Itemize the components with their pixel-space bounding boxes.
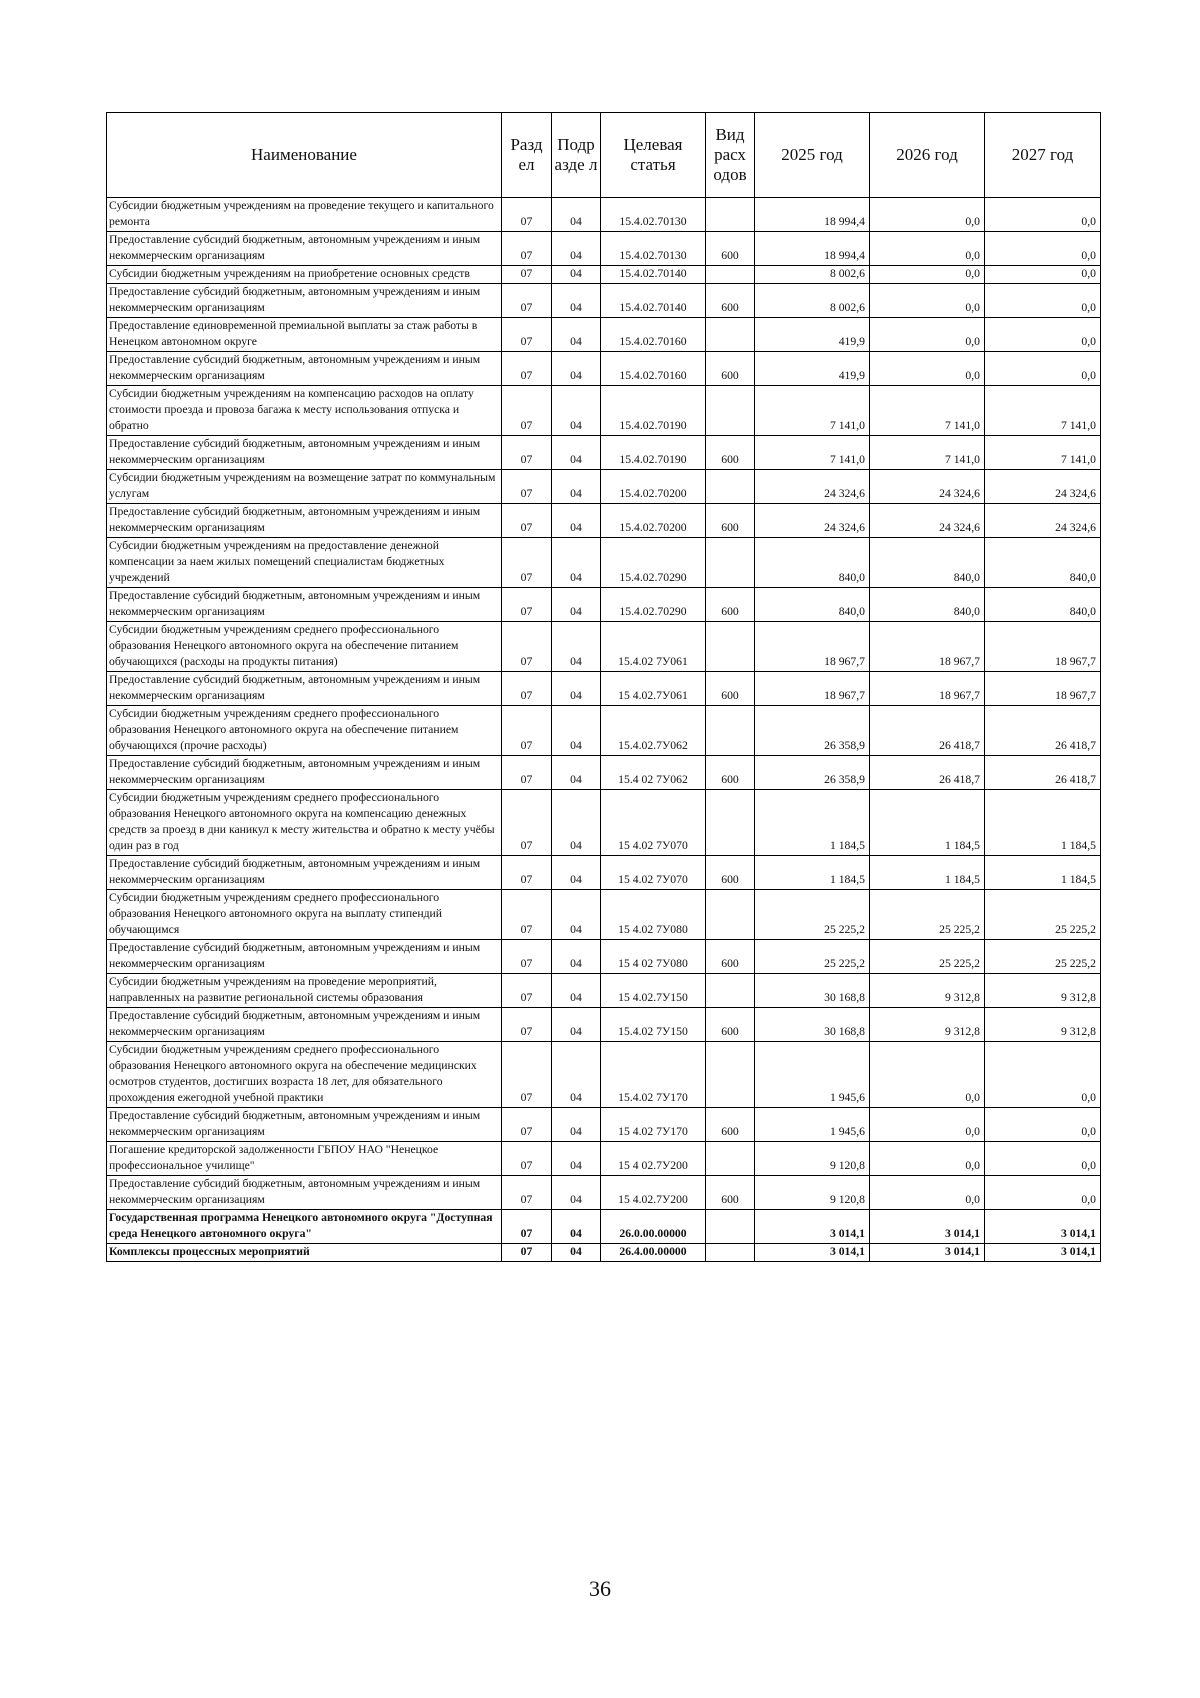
cell-2027: 25 225,2 <box>985 890 1101 940</box>
cell-2026: 0,0 <box>870 198 985 232</box>
cell-2025: 25 225,2 <box>755 890 870 940</box>
cell-2025: 840,0 <box>755 538 870 588</box>
cell-2026: 25 225,2 <box>870 940 985 974</box>
cell-2025: 8 002,6 <box>755 284 870 318</box>
cell-name: Субсидии бюджетным учреждениям на приобретение основных средств <box>107 266 502 284</box>
table-row <box>107 790 1101 856</box>
cell-2025: 24 324,6 <box>755 504 870 538</box>
cell-2025: 8 002,6 <box>755 266 870 284</box>
cell-2025: 26 358,9 <box>755 706 870 756</box>
cell-name: Субсидии бюджетным учреждениям на компенсацию расходов на оплату стоимости проезда и провоза багажа к месту использования отпуска и обратно <box>107 386 502 436</box>
cell-razdel: 07 <box>502 1244 552 1262</box>
cell-razdel: 07 <box>502 352 552 386</box>
table-row <box>107 1176 1101 1210</box>
cell-2025: 18 994,4 <box>755 198 870 232</box>
table-row <box>107 974 1101 1008</box>
cell-2025: 7 141,0 <box>755 436 870 470</box>
cell-target: 15.4.02.7У062 <box>601 706 706 756</box>
cell-target: 15.4 02 7У062 <box>601 756 706 790</box>
cell-2025: 18 994,4 <box>755 232 870 266</box>
cell-vid <box>706 890 755 940</box>
cell-target: 15.4.02.70160 <box>601 318 706 352</box>
cell-2026: 18 967,7 <box>870 672 985 706</box>
cell-target: 15.4.02.70200 <box>601 470 706 504</box>
table-row <box>107 1108 1101 1142</box>
cell-2027: 0,0 <box>985 1108 1101 1142</box>
cell-2026: 7 141,0 <box>870 386 985 436</box>
cell-target: 15 4.02.7У061 <box>601 672 706 706</box>
cell-target: 15.4.02.70160 <box>601 352 706 386</box>
cell-name: Предоставление субсидий бюджетным, автономным учреждениям и иным некоммерческим организациям <box>107 504 502 538</box>
cell-razdel: 07 <box>502 706 552 756</box>
cell-2027: 0,0 <box>985 284 1101 318</box>
cell-razdel: 07 <box>502 756 552 790</box>
cell-podrazdel: 04 <box>552 538 601 588</box>
cell-2026: 0,0 <box>870 1142 985 1176</box>
cell-2027: 3 014,1 <box>985 1244 1101 1262</box>
cell-2026: 0,0 <box>870 352 985 386</box>
cell-name: Субсидии бюджетным учреждениям среднего профессионального образования Ненецкого автономного округа на обеспечение питанием обучающихся (расходы на продукты питания) <box>107 622 502 672</box>
cell-vid: 600 <box>706 940 755 974</box>
cell-name: Комплексы процессных мероприятий <box>107 1244 502 1262</box>
cell-podrazdel: 04 <box>552 622 601 672</box>
cell-vid: 600 <box>706 588 755 622</box>
cell-target: 15 4.02 7У080 <box>601 890 706 940</box>
cell-2027: 0,0 <box>985 1042 1101 1108</box>
cell-name: Предоставление субсидий бюджетным, автономным учреждениям и иным некоммерческим организациям <box>107 672 502 706</box>
cell-razdel: 07 <box>502 1176 552 1210</box>
cell-vid <box>706 386 755 436</box>
cell-2026: 0,0 <box>870 1176 985 1210</box>
cell-2025: 1 184,5 <box>755 790 870 856</box>
cell-2025: 30 168,8 <box>755 974 870 1008</box>
cell-name: Предоставление субсидий бюджетным, автономным учреждениям и иным некоммерческим организациям <box>107 1176 502 1210</box>
cell-razdel: 07 <box>502 266 552 284</box>
table-row <box>107 266 1101 284</box>
cell-podrazdel: 04 <box>552 232 601 266</box>
cell-2026: 7 141,0 <box>870 436 985 470</box>
table-row <box>107 318 1101 352</box>
header-2025: 2025 год <box>755 113 870 198</box>
cell-razdel: 07 <box>502 890 552 940</box>
cell-razdel: 07 <box>502 940 552 974</box>
cell-2027: 0,0 <box>985 352 1101 386</box>
cell-target: 15.4.02.70130 <box>601 198 706 232</box>
cell-podrazdel: 04 <box>552 672 601 706</box>
table-row <box>107 1244 1101 1262</box>
cell-2025: 3 014,1 <box>755 1244 870 1262</box>
cell-razdel: 07 <box>502 790 552 856</box>
cell-vid: 600 <box>706 1108 755 1142</box>
table-row <box>107 198 1101 232</box>
cell-name: Субсидии бюджетным учреждениям на предоставление денежной компенсации за наем жилых помещений специалистам бюджетных учреждений <box>107 538 502 588</box>
cell-target: 26.4.00.00000 <box>601 1244 706 1262</box>
cell-podrazdel: 04 <box>552 890 601 940</box>
header-2027: 2027 год <box>985 113 1101 198</box>
cell-podrazdel: 04 <box>552 1042 601 1108</box>
cell-2025: 1 184,5 <box>755 856 870 890</box>
cell-2027: 0,0 <box>985 318 1101 352</box>
cell-2025: 3 014,1 <box>755 1210 870 1244</box>
cell-2026: 9 312,8 <box>870 974 985 1008</box>
cell-target: 15 4.02 7У170 <box>601 1108 706 1142</box>
table-row <box>107 672 1101 706</box>
cell-2026: 1 184,5 <box>870 790 985 856</box>
cell-razdel: 07 <box>502 622 552 672</box>
cell-name: Предоставление субсидий бюджетным, автономным учреждениям и иным некоммерческим организациям <box>107 1108 502 1142</box>
cell-2027: 18 967,7 <box>985 622 1101 672</box>
table-row <box>107 284 1101 318</box>
table-row <box>107 890 1101 940</box>
cell-name: Предоставление субсидий бюджетным, автономным учреждениям и иным некоммерческим организациям <box>107 588 502 622</box>
cell-2027: 0,0 <box>985 232 1101 266</box>
header-vid: Вид расх одов <box>706 113 755 198</box>
cell-2027: 7 141,0 <box>985 386 1101 436</box>
cell-2025: 419,9 <box>755 318 870 352</box>
cell-target: 15.4.02 7У170 <box>601 1042 706 1108</box>
cell-podrazdel: 04 <box>552 436 601 470</box>
page-number: 36 <box>589 1576 611 1601</box>
cell-razdel: 07 <box>502 588 552 622</box>
header-name: Наименование <box>107 113 502 198</box>
cell-name: Предоставление субсидий бюджетным, автономным учреждениям и иным некоммерческим организациям <box>107 1008 502 1042</box>
cell-name: Субсидии бюджетным учреждениям среднего профессионального образования Ненецкого автономного округа на выплату стипендий обучающимся <box>107 890 502 940</box>
cell-target: 15.4.02 7У061 <box>601 622 706 672</box>
cell-2025: 24 324,6 <box>755 470 870 504</box>
cell-vid: 600 <box>706 284 755 318</box>
cell-vid <box>706 974 755 1008</box>
cell-podrazdel: 04 <box>552 974 601 1008</box>
cell-podrazdel: 04 <box>552 1210 601 1244</box>
cell-podrazdel: 04 <box>552 1176 601 1210</box>
cell-podrazdel: 04 <box>552 1244 601 1262</box>
cell-2026: 24 324,6 <box>870 470 985 504</box>
cell-2026: 18 967,7 <box>870 622 985 672</box>
cell-razdel: 07 <box>502 318 552 352</box>
table-row <box>107 232 1101 266</box>
cell-2025: 840,0 <box>755 588 870 622</box>
cell-2027: 9 312,8 <box>985 1008 1101 1042</box>
cell-podrazdel: 04 <box>552 1142 601 1176</box>
table-header-row <box>107 113 1101 198</box>
cell-podrazdel: 04 <box>552 1108 601 1142</box>
cell-name: Предоставление субсидий бюджетным, автономным учреждениям и иным некоммерческим организациям <box>107 940 502 974</box>
cell-2027: 3 014,1 <box>985 1210 1101 1244</box>
table-row <box>107 538 1101 588</box>
cell-2027: 26 418,7 <box>985 756 1101 790</box>
cell-2025: 18 967,7 <box>755 672 870 706</box>
cell-podrazdel: 04 <box>552 588 601 622</box>
cell-2027: 24 324,6 <box>985 504 1101 538</box>
cell-podrazdel: 04 <box>552 940 601 974</box>
cell-target: 15.4.02.70140 <box>601 284 706 318</box>
cell-razdel: 07 <box>502 470 552 504</box>
cell-name: Предоставление единовременной премиальной выплаты за стаж работы в Ненецком автономном округе <box>107 318 502 352</box>
table-row <box>107 352 1101 386</box>
cell-vid <box>706 198 755 232</box>
cell-2027: 840,0 <box>985 588 1101 622</box>
cell-2027: 26 418,7 <box>985 706 1101 756</box>
cell-vid <box>706 1210 755 1244</box>
table-row <box>107 470 1101 504</box>
cell-vid <box>706 1042 755 1108</box>
cell-razdel: 07 <box>502 436 552 470</box>
cell-podrazdel: 04 <box>552 706 601 756</box>
cell-2027: 7 141,0 <box>985 436 1101 470</box>
table-row <box>107 706 1101 756</box>
table-body <box>107 198 1101 1262</box>
cell-target: 15.4.02.70190 <box>601 386 706 436</box>
cell-vid: 600 <box>706 756 755 790</box>
cell-razdel: 07 <box>502 672 552 706</box>
table-row <box>107 386 1101 436</box>
cell-2027: 0,0 <box>985 198 1101 232</box>
cell-razdel: 07 <box>502 284 552 318</box>
cell-name: Субсидии бюджетным учреждениям на проведение мероприятий, направленных на развитие региональной системы образования <box>107 974 502 1008</box>
cell-target: 15 4.02.7У200 <box>601 1176 706 1210</box>
cell-2026: 3 014,1 <box>870 1244 985 1262</box>
table-row <box>107 1042 1101 1108</box>
cell-vid <box>706 1142 755 1176</box>
table-row <box>107 504 1101 538</box>
cell-target: 15.4.02 7У150 <box>601 1008 706 1042</box>
cell-podrazdel: 04 <box>552 504 601 538</box>
header-razdel: Разд ел <box>502 113 552 198</box>
cell-vid: 600 <box>706 504 755 538</box>
cell-2027: 840,0 <box>985 538 1101 588</box>
cell-2026: 9 312,8 <box>870 1008 985 1042</box>
cell-2025: 26 358,9 <box>755 756 870 790</box>
cell-name: Субсидии бюджетным учреждениям среднего профессионального образования Ненецкого автономного округа на компенсацию денежных средств за проезд в дни каникул к месту жительства и обратно к месту учёбы один раз в год <box>107 790 502 856</box>
cell-2027: 9 312,8 <box>985 974 1101 1008</box>
table-row <box>107 756 1101 790</box>
cell-vid <box>706 706 755 756</box>
cell-2025: 30 168,8 <box>755 1008 870 1042</box>
cell-vid: 600 <box>706 1176 755 1210</box>
table-row <box>107 940 1101 974</box>
cell-name: Погашение кредиторской задолженности ГБПОУ НАО "Ненецкое профессиональное училище" <box>107 1142 502 1176</box>
cell-2026: 0,0 <box>870 1042 985 1108</box>
cell-name: Субсидии бюджетным учреждениям среднего профессионального образования Ненецкого автономного округа на обеспечение питанием обучающихся (прочие расходы) <box>107 706 502 756</box>
cell-2027: 1 184,5 <box>985 790 1101 856</box>
cell-2026: 0,0 <box>870 1108 985 1142</box>
cell-2025: 18 967,7 <box>755 622 870 672</box>
cell-target: 15 4.02.7У150 <box>601 974 706 1008</box>
cell-2027: 0,0 <box>985 1176 1101 1210</box>
cell-2027: 18 967,7 <box>985 672 1101 706</box>
cell-vid: 600 <box>706 436 755 470</box>
cell-2027: 0,0 <box>985 266 1101 284</box>
cell-target: 15 4 02.7У200 <box>601 1142 706 1176</box>
cell-target: 15.4.02.70190 <box>601 436 706 470</box>
cell-podrazdel: 04 <box>552 756 601 790</box>
cell-podrazdel: 04 <box>552 318 601 352</box>
cell-2026: 840,0 <box>870 588 985 622</box>
cell-podrazdel: 04 <box>552 386 601 436</box>
cell-2026: 26 418,7 <box>870 706 985 756</box>
cell-podrazdel: 04 <box>552 1008 601 1042</box>
cell-target: 15.4.02.70200 <box>601 504 706 538</box>
cell-vid <box>706 1244 755 1262</box>
cell-2026: 1 184,5 <box>870 856 985 890</box>
cell-2026: 3 014,1 <box>870 1210 985 1244</box>
cell-razdel: 07 <box>502 232 552 266</box>
cell-razdel: 07 <box>502 1008 552 1042</box>
cell-podrazdel: 04 <box>552 856 601 890</box>
cell-podrazdel: 04 <box>552 790 601 856</box>
table-row <box>107 1142 1101 1176</box>
cell-2026: 840,0 <box>870 538 985 588</box>
cell-razdel: 07 <box>502 1142 552 1176</box>
table-row <box>107 622 1101 672</box>
cell-2027: 0,0 <box>985 1142 1101 1176</box>
cell-2026: 26 418,7 <box>870 756 985 790</box>
cell-2025: 419,9 <box>755 352 870 386</box>
cell-target: 15 4.02 7У070 <box>601 856 706 890</box>
cell-vid <box>706 622 755 672</box>
table-row <box>107 1210 1101 1244</box>
cell-vid <box>706 790 755 856</box>
cell-razdel: 07 <box>502 974 552 1008</box>
table-row <box>107 588 1101 622</box>
cell-target: 15 4 02 7У080 <box>601 940 706 974</box>
cell-razdel: 07 <box>502 386 552 436</box>
cell-name: Государственная программа Ненецкого автономного округа "Доступная среда Ненецкого автономного округа" <box>107 1210 502 1244</box>
cell-razdel: 07 <box>502 504 552 538</box>
cell-2025: 7 141,0 <box>755 386 870 436</box>
cell-podrazdel: 04 <box>552 352 601 386</box>
cell-razdel: 07 <box>502 1042 552 1108</box>
cell-target: 15.4.02.70130 <box>601 232 706 266</box>
cell-name: Предоставление субсидий бюджетным, автономным учреждениям и иным некоммерческим организациям <box>107 352 502 386</box>
cell-name: Предоставление субсидий бюджетным, автономным учреждениям и иным некоммерческим организациям <box>107 436 502 470</box>
cell-vid <box>706 318 755 352</box>
cell-2027: 24 324,6 <box>985 470 1101 504</box>
cell-2025: 9 120,8 <box>755 1176 870 1210</box>
cell-vid: 600 <box>706 352 755 386</box>
cell-razdel: 07 <box>502 1210 552 1244</box>
cell-2026: 0,0 <box>870 232 985 266</box>
cell-podrazdel: 04 <box>552 470 601 504</box>
cell-2025: 25 225,2 <box>755 940 870 974</box>
cell-2025: 9 120,8 <box>755 1142 870 1176</box>
cell-name: Субсидии бюджетным учреждениям на возмещение затрат по коммунальным услугам <box>107 470 502 504</box>
cell-vid: 600 <box>706 1008 755 1042</box>
cell-2026: 0,0 <box>870 266 985 284</box>
cell-razdel: 07 <box>502 198 552 232</box>
cell-podrazdel: 04 <box>552 198 601 232</box>
cell-vid: 600 <box>706 672 755 706</box>
cell-vid: 600 <box>706 232 755 266</box>
cell-2025: 1 945,6 <box>755 1042 870 1108</box>
cell-podrazdel: 04 <box>552 266 601 284</box>
cell-2025: 1 945,6 <box>755 1108 870 1142</box>
cell-name: Предоставление субсидий бюджетным, автономным учреждениям и иным некоммерческим организациям <box>107 756 502 790</box>
cell-vid <box>706 538 755 588</box>
cell-name: Предоставление субсидий бюджетным, автономным учреждениям и иным некоммерческим организациям <box>107 232 502 266</box>
cell-name: Субсидии бюджетным учреждениям на проведение текущего и капитального ремонта <box>107 198 502 232</box>
budget-table <box>106 112 1101 1262</box>
cell-2026: 25 225,2 <box>870 890 985 940</box>
cell-razdel: 07 <box>502 856 552 890</box>
cell-2027: 1 184,5 <box>985 856 1101 890</box>
cell-vid <box>706 266 755 284</box>
cell-target: 15.4.02.70290 <box>601 538 706 588</box>
cell-target: 15.4.02.70140 <box>601 266 706 284</box>
header-podrazdel: Подр азде л <box>552 113 601 198</box>
cell-target: 15.4.02.70290 <box>601 588 706 622</box>
cell-target: 15 4.02 7У070 <box>601 790 706 856</box>
cell-2026: 24 324,6 <box>870 504 985 538</box>
cell-name: Субсидии бюджетным учреждениям среднего профессионального образования Ненецкого автономного округа на обеспечение медицинских осмотров студентов, достигших возраста 18 лет, для обязательного прохождения ежегодной учебной практики <box>107 1042 502 1108</box>
cell-2027: 25 225,2 <box>985 940 1101 974</box>
table-row <box>107 1008 1101 1042</box>
cell-podrazdel: 04 <box>552 284 601 318</box>
table-row <box>107 856 1101 890</box>
cell-2026: 0,0 <box>870 284 985 318</box>
cell-name: Предоставление субсидий бюджетным, автономным учреждениям и иным некоммерческим организациям <box>107 856 502 890</box>
cell-target: 26.0.00.00000 <box>601 1210 706 1244</box>
cell-razdel: 07 <box>502 538 552 588</box>
cell-2026: 0,0 <box>870 318 985 352</box>
cell-name: Предоставление субсидий бюджетным, автономным учреждениям и иным некоммерческим организациям <box>107 284 502 318</box>
cell-razdel: 07 <box>502 1108 552 1142</box>
table-row <box>107 436 1101 470</box>
header-2026: 2026 год <box>870 113 985 198</box>
header-target: Целевая статья <box>601 113 706 198</box>
cell-vid <box>706 470 755 504</box>
cell-vid: 600 <box>706 856 755 890</box>
